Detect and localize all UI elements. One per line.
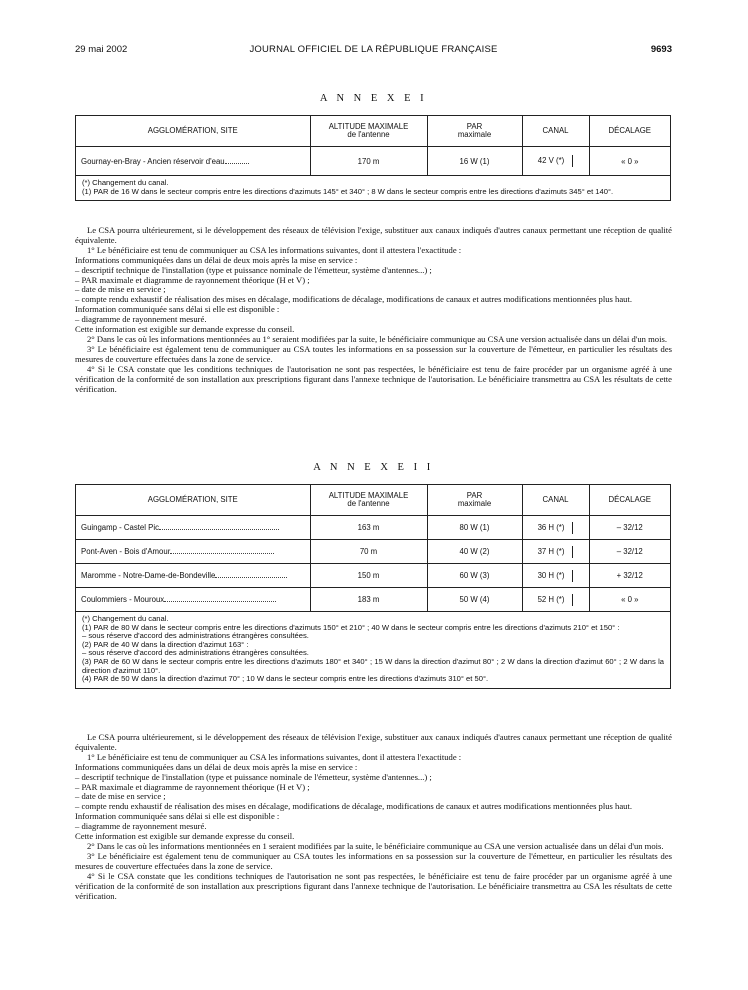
note: (1) PAR de 80 W dans le secteur compris entre les directions d'azimuts 150° et 210° ; 40 W dans le secteur compris entre les directions d'azimuts 210° et 150° : [82, 622, 620, 632]
paragraph: Cette information est exigible sur demande expresse du conseil. [75, 324, 295, 335]
list-item: – diagramme de rayonnement mesuré. [75, 821, 207, 832]
annex1-notes [76, 176, 670, 200]
col-header-altitude: ALTITUDE MAXIMALE de l'antenne [310, 485, 427, 516]
col-header-canal: CANAL [522, 485, 589, 516]
note: (*) Changement du canal. [82, 178, 169, 187]
paragraph: 2° Dans le cas où les informations mentionnées en 1 seraient modifiées par la suite, le bénéficiaire communique au CSA une version actualisée dans un délai d'un mois. [87, 840, 664, 851]
annex2-notes [76, 612, 670, 688]
cell-par: 50 W (4) [427, 588, 522, 612]
table-header-row [76, 485, 670, 516]
table-row [76, 564, 670, 588]
table-row [76, 540, 670, 564]
cell-altitude: 170 m [310, 147, 427, 176]
paragraph: Cette information est exigible sur demande expresse du conseil. [75, 831, 295, 842]
paragraph: 3° Le bénéficiaire est également tenu de communiquer au CSA toutes les informations en sa possession sur la couverture de l'émetteur, en particulier les résultats des mesures de couverture effectuées dans la zone de service. [75, 850, 672, 871]
cell-par: 80 W (1) [427, 516, 522, 540]
cell-par: 40 W (2) [427, 540, 522, 564]
col-header-decalage: DÉCALAGE [589, 485, 670, 516]
note: (3) PAR de 60 W dans le secteur compris entre les directions d'azimuts 180° et 340° ; 15 W dans la direction d'azimut 80° ; 2 W dans la direction d'azimut 60° ; 2 W dans la direction d'azimut 110°. [82, 656, 664, 675]
table-row [76, 516, 670, 540]
list-item: – descriptif technique de l'installation (type et puissance nominale de l'émetteur, système d'antennes...) ; [75, 771, 432, 782]
note: (*) Changement du canal. [82, 614, 169, 623]
col-header-par: PAR maximale [427, 116, 522, 147]
paragraph: 1° Le bénéficiaire est tenu de communiquer au CSA les informations suivantes, dont il attestera l'exactitude : [87, 751, 462, 762]
note: – sous réserve d'accord des administrations étrangères consultées. [82, 631, 309, 641]
header-journal-title: JOURNAL OFFICIEL DE LA RÉPUBLIQUE FRANÇAISE [249, 44, 498, 55]
cell-decalage: + 32/12 [589, 564, 670, 588]
col-header-site: AGGLOMÉRATION, SITE [76, 116, 310, 147]
col-header-site: AGGLOMÉRATION, SITE [76, 485, 310, 516]
col-header-canal: CANAL [522, 116, 589, 147]
paragraph: 1° Le bénéficiaire est tenu de communiquer au CSA les informations suivantes, dont il attestera l'exactitude : [87, 244, 462, 255]
list-item: – date de mise en service ; [75, 284, 166, 295]
cell-altitude: 70 m [310, 540, 427, 564]
cell-site: Guingamp - Castel Pic [76, 516, 310, 540]
annex1-title: A N N E X E I [319, 93, 428, 104]
annex1-table [75, 115, 671, 201]
paragraph: 2° Dans le cas où les informations mentionnées au 1° seraient modifiées par la suite, le bénéficiaire communique au CSA une version actualisée dans un délai d'un mois. [87, 333, 667, 344]
paragraph: Information communiquée sans délai si elle est disponible : [75, 811, 280, 822]
cell-canal: 30 H (*) [522, 564, 589, 588]
cell-decalage: – 32/12 [589, 540, 670, 564]
list-item: – diagramme de rayonnement mesuré. [75, 314, 207, 325]
table-header-row [76, 116, 670, 147]
cell-altitude: 163 m [310, 516, 427, 540]
paragraph: 4° Si le CSA constate que les conditions techniques de l'autorisation ne sont pas respectées, le bénéficiaire est tenu de faire procéder par un organisme agréé à une vérification de la conformité de son installation aux prescriptions figurant dans l'annexe technique de l'autorisation. Le bénéficiaire transmettra au CSA les résultats de cette vérification. [75, 363, 672, 394]
cell-canal: 42 V (*) [522, 147, 589, 176]
list-item: – compte rendu exhaustif de réalisation des mises en décalage, modifications de décalage, modifications de canaux et autres modifications mentionnées plus haut. [75, 801, 632, 812]
list-item: – PAR maximale et diagramme de rayonnement théorique (H et V) ; [75, 274, 310, 285]
note: – sous réserve d'accord des administrations étrangères consultées. [82, 648, 309, 658]
paragraph: Informations communiquées dans un délai de deux mois après la mise en service : [75, 254, 358, 265]
col-header-decalage: DÉCALAGE [589, 116, 670, 147]
annex2-title: A N N E X E I I [313, 462, 434, 473]
note: (4) PAR de 50 W dans la direction d'azimut 70° ; 10 W dans le secteur compris entre les directions d'azimuts 310° et 50°. [82, 674, 489, 684]
cell-decalage: « 0 » [589, 147, 670, 176]
cell-decalage: – 32/12 [589, 516, 670, 540]
table-row [76, 588, 670, 612]
header-page-number: 9693 [650, 44, 672, 55]
paragraph: 4° Si le CSA constate que les conditions techniques de l'autorisation ne sont pas respectées, le bénéficiaire est tenu de faire procéder par un organisme agréé à une vérification de la conformité de son installation aux prescriptions figurant dans l'annexe technique de l'autorisation. Le bénéficiaire transmettra au CSA les résultats de cette vérification. [75, 870, 672, 901]
list-item: – date de mise en service ; [75, 791, 166, 802]
paragraph: 3° Le bénéficiaire est également tenu de communiquer au CSA toutes les informations en sa possession sur la couverture de l'émetteur, en particulier les résultats des mesures de couverture effectuées dans la zone de service. [75, 343, 672, 364]
paragraph: Le CSA pourra ultérieurement, si le développement des réseaux de télévision l'exige, substituer aux canaux indiqués d'autres canaux permettant une réception de qualité équivalente. [75, 225, 672, 245]
cell-decalage: « 0 » [589, 588, 670, 612]
page-header [75, 44, 672, 58]
annex2-table [75, 484, 671, 689]
cell-canal: 52 H (*) [522, 588, 589, 612]
cell-site: Coulommiers - Mouroux [76, 588, 310, 612]
list-item: – PAR maximale et diagramme de rayonnement théorique (H et V) ; [75, 781, 310, 792]
cell-par: 16 W (1) [427, 147, 522, 176]
annex1-body-text [75, 226, 672, 394]
annex2-body-text [75, 733, 672, 901]
col-header-par: PAR maximale [427, 485, 522, 516]
note: (2) PAR de 40 W dans la direction d'azimut 163° : [82, 639, 249, 649]
paragraph: Information communiquée sans délai si elle est disponible : [75, 304, 280, 315]
cell-canal: 37 H (*) [522, 540, 589, 564]
list-item: – compte rendu exhaustif de réalisation des mises en décalage, modifications de décalage, modifications de canaux et autres modifications mentionnées plus haut. [75, 294, 632, 305]
cell-canal: 36 H (*) [522, 516, 589, 540]
table-row [76, 147, 670, 176]
cell-altitude: 150 m [310, 564, 427, 588]
list-item: – descriptif technique de l'installation (type et puissance nominale de l'émetteur, système d'antennes...) ; [75, 264, 432, 275]
cell-site: Pont-Aven - Bois d'Amour [76, 540, 310, 564]
cell-altitude: 183 m [310, 588, 427, 612]
paragraph: Le CSA pourra ultérieurement, si le développement des réseaux de télévision l'exige, substituer aux canaux indiqués d'autres canaux permettant une réception de qualité équivalente. [75, 732, 672, 752]
col-header-altitude: ALTITUDE MAXIMALE de l'antenne [310, 116, 427, 147]
header-date: 29 mai 2002 [75, 44, 128, 55]
cell-par: 60 W (3) [427, 564, 522, 588]
cell-site: Maromme - Notre-Dame-de-Bondeville [76, 564, 310, 588]
cell-site: Gournay-en-Bray - Ancien réservoir d'eau [76, 147, 310, 176]
paragraph: Informations communiquées dans un délai de deux mois après la mise en service : [75, 761, 358, 772]
note: (1) PAR de 16 W dans le secteur compris entre les directions d'azimuts 145° et 340° ; 8 W dans le secteur compris entre les directions d'azimuts 345° et 140°. [82, 186, 614, 196]
